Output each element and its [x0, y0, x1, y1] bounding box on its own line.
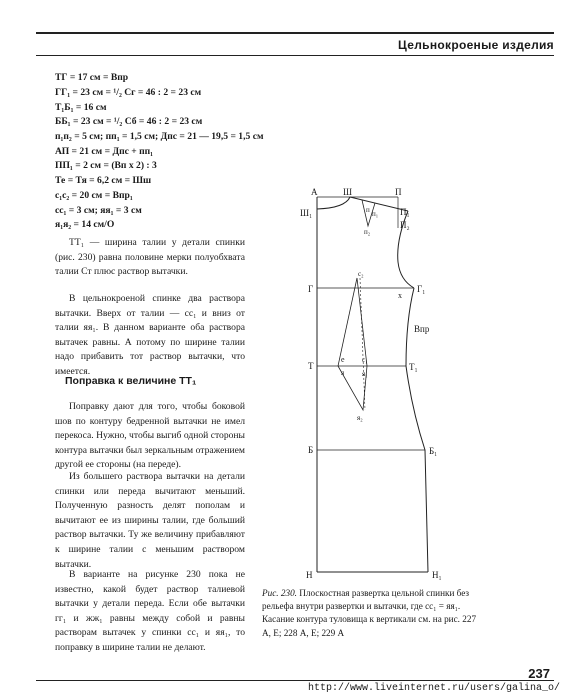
paragraph: ТТ₁ — ширина талии у детали спинки (рис. 230) равна половине мерки полуобхвата талии Ст плюс раствор вытачки.: [55, 237, 245, 278]
label-G: Г: [308, 284, 314, 294]
label-P: П: [395, 187, 402, 197]
label-ya: я: [341, 369, 345, 377]
label-x: х: [398, 291, 402, 300]
label-P1: П₁: [400, 207, 410, 217]
label-Vpr: Впр: [414, 324, 430, 334]
paragraph: Из большего раствора вытачки на детали спинки или переда вычитают меньший. Полученную разность делят пополам и вычитают ее из ширины талии, где больший раствор вытачки. Ту же величину прибавляют к ширине талии с меньшим раствором вытачки.: [55, 471, 245, 570]
waist-dart: [338, 278, 367, 410]
label-Sh1: Ш₁: [300, 208, 313, 218]
footer-rule: [36, 680, 554, 681]
label-T1: Т₁: [409, 362, 418, 372]
header-rule: [36, 55, 554, 56]
section-heading: Поправка к величине ТТ₁: [65, 375, 197, 387]
formula-line: с₁с₂ = 20 см = Впр₁: [55, 190, 133, 201]
chapter-title: Цельнокроеные изделия: [398, 38, 554, 52]
formula-line: я₁я₂ = 14 см/О: [55, 219, 115, 230]
paragraph: В варианте на рисунке 230 пока не известно, какой будет раствор талиевой вытачки у детали переда. Если обе вытачки гг₁ и жж₁ равны между собой и равны растворам вытачек у спинки сс₁ и яя₁, то поправку в ширине талии не делают.: [55, 569, 245, 653]
figure-caption: [262, 587, 478, 640]
label-Sh: Ш: [343, 187, 353, 197]
formula-line: ГГ₁ = 23 см = ¹/₂ Сг = 46 : 2 = 23 см: [55, 87, 202, 98]
label-ya1: я₁: [362, 370, 368, 378]
label-n: п: [366, 206, 370, 214]
formula-line: ПП₁ = 2 см = (Вп х 2) : 3: [55, 160, 157, 171]
paragraph: В цельнокроеной спинке два раствора вытачки. Вверх от талии — сс₁ и вниз от талии яя₁. В данном варианте оба раствора вытачек равны. А потому по ширине талии надо прибавить тот раствор вытачки, что имеется.: [55, 293, 245, 377]
label-N: Н: [306, 570, 313, 580]
label-c2: с₂: [358, 270, 364, 278]
paragraph: Поправку дают для того, чтобы боковой шов по контуру бедренной вытачки не имел перекоса. Нужно, чтобы выгиб одной стороны контура вытачки был зеркальным отражением другой ее стороны (на переде).: [55, 401, 245, 471]
label-G1: Г₁: [417, 284, 426, 294]
dart-axis: [360, 278, 365, 410]
label-B: Б: [308, 445, 314, 455]
label-A: А: [311, 187, 318, 197]
caption-text: Плоскостная развертка цельной спинки без рельефа внутри развертки и вытачки, где сс₁ = яя₁. Касание контура туловища к вертикали см. на рис. 227 А, Е; 228 А, Е; 229 А: [262, 588, 477, 638]
formula-line: ТГ = 17 см = Впр: [55, 72, 129, 83]
formula-line: Т₁Б₁ = 16 см: [55, 102, 107, 113]
label-c1: с₁: [362, 356, 368, 364]
armhole-curve: [398, 211, 414, 288]
caption-lead: Рис. 230.: [262, 588, 297, 598]
formula-line: ББ₁ = 23 см = ¹/₂ Сб = 46 : 2 = 23 см: [55, 116, 203, 127]
label-N1: Н₁: [432, 570, 442, 580]
top-rule: [36, 32, 554, 34]
page-number: 237: [528, 666, 550, 681]
label-T: Т: [308, 361, 314, 371]
formula-line: Те = Тя = 6,2 см = Шш: [55, 175, 152, 186]
label-ya2: я₂: [357, 414, 363, 422]
formula-line: сс₁ = 3 см; яя₁ = 3 см: [55, 205, 142, 216]
formula-line: АП = 21 см = Дпс + пп₁: [55, 146, 154, 157]
label-n1: п₁: [372, 210, 379, 218]
label-n2: п₂: [364, 228, 371, 236]
side-seam-curve: [406, 288, 428, 572]
formula-line: п₁п₂ = 5 см; пп₁ = 1,5 см; Дпс = 21 — 19,5 = 1,5 см: [55, 131, 264, 142]
label-P2: П₂: [400, 220, 410, 230]
label-B1: Б₁: [429, 446, 438, 456]
neckline-curve: [317, 197, 350, 209]
label-e: е: [341, 355, 345, 364]
source-url[interactable]: http://www.liveinternet.ru/users/galina_o/: [307, 683, 560, 694]
shoulder-dart: [362, 200, 375, 226]
shoulder-line: [350, 197, 408, 211]
